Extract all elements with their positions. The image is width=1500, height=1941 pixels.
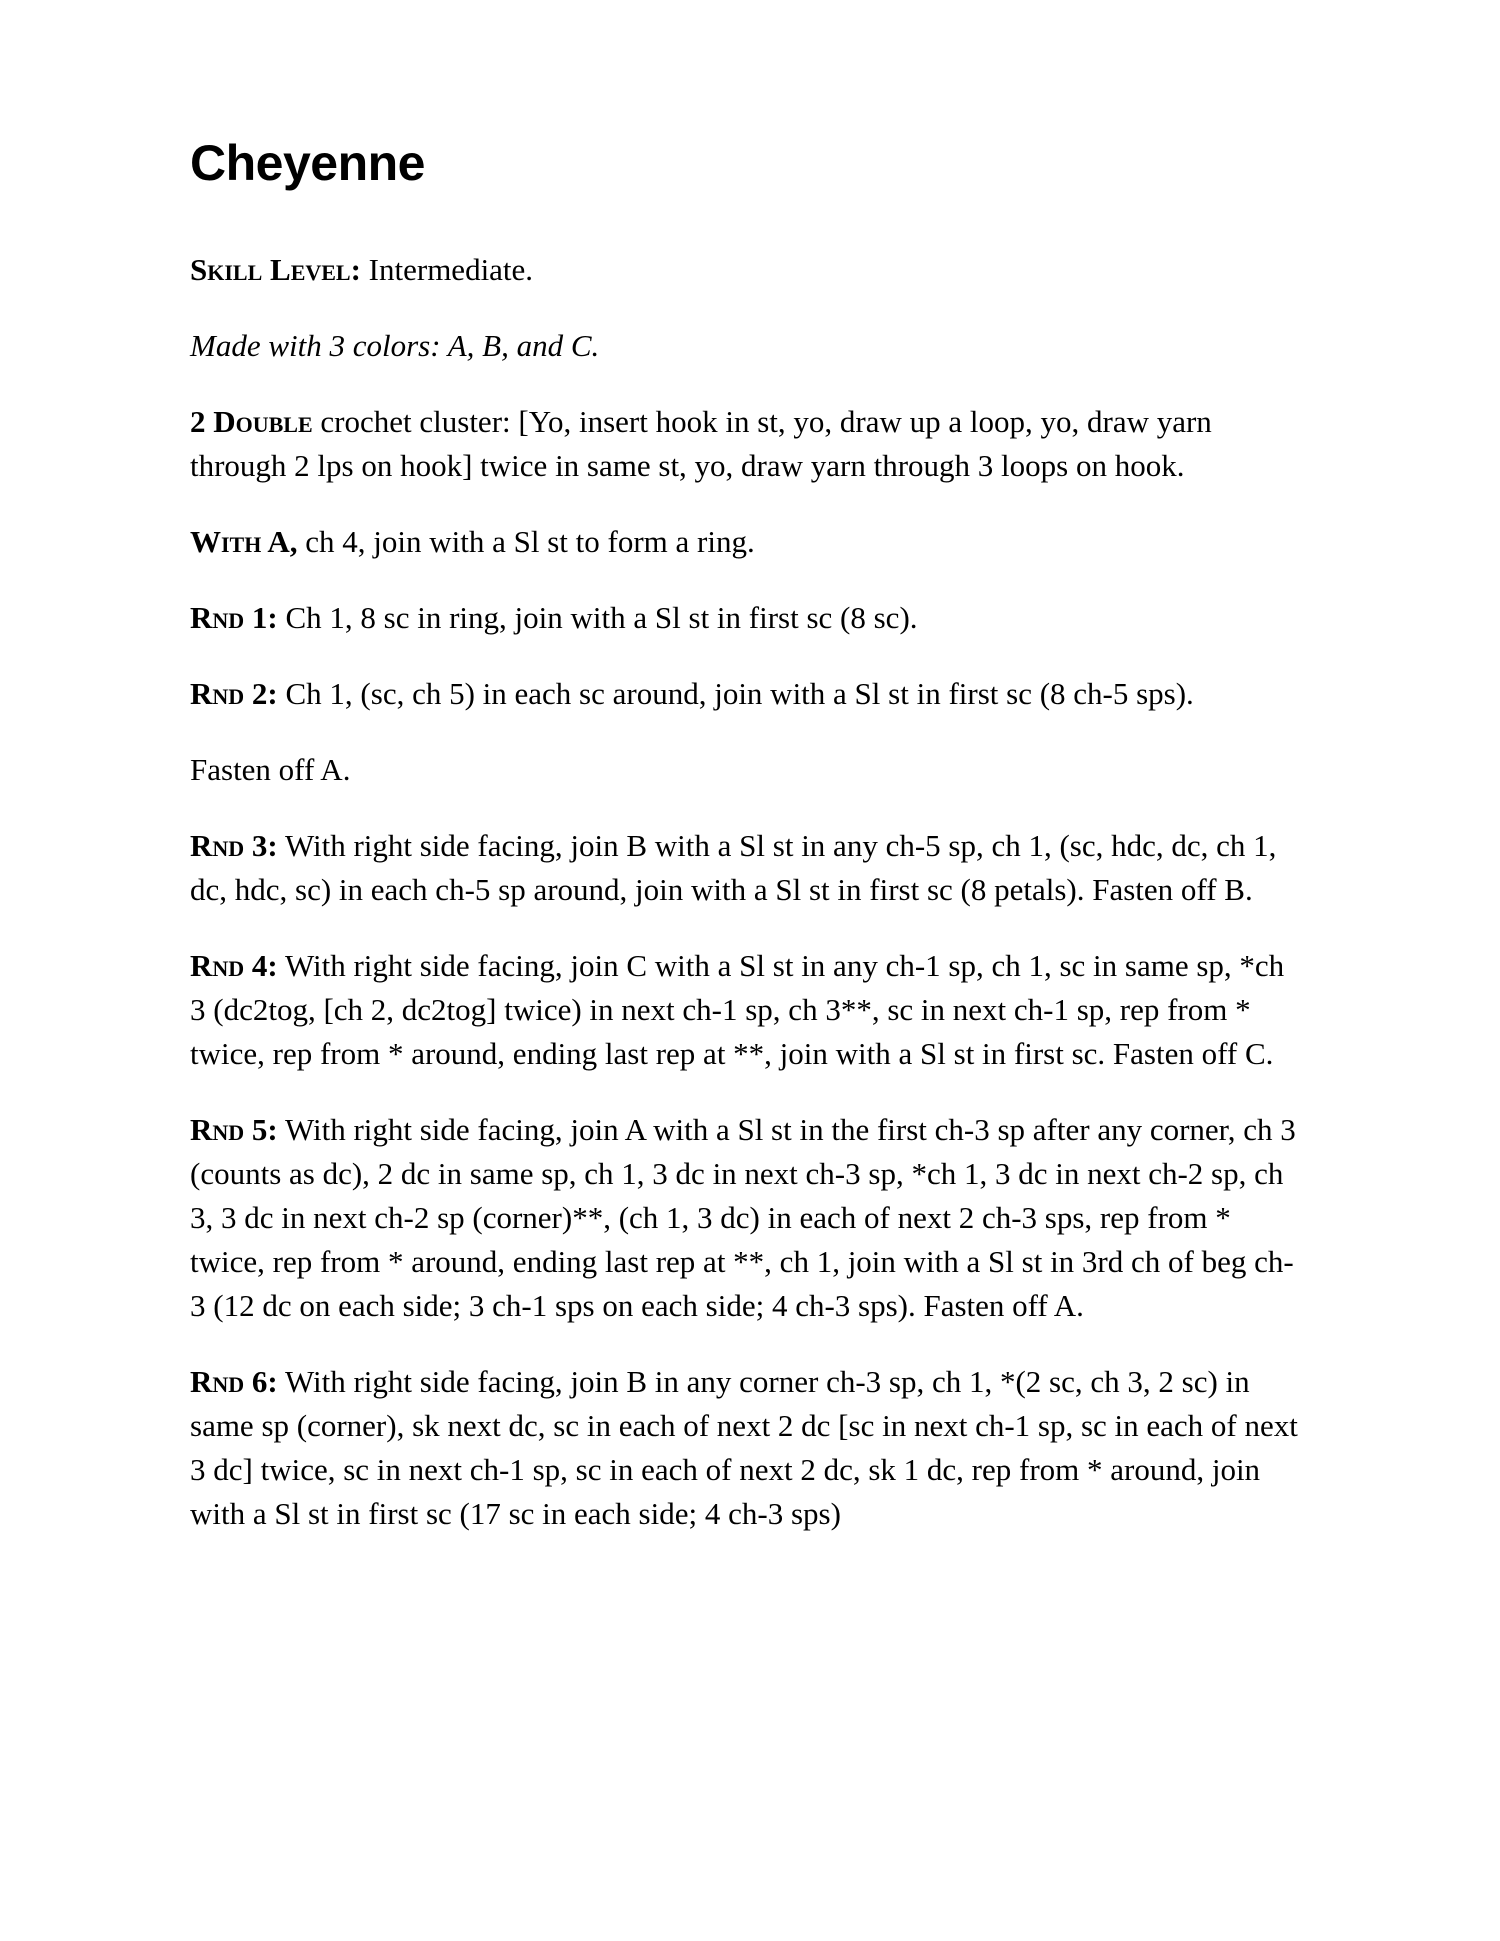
round-3-paragraph: [190, 824, 1305, 912]
round-1-paragraph: [190, 596, 1305, 640]
round-6-text: With right side facing, join B in any corner ch-3 sp, ch 1, *(2 sc, ch 3, 2 sc) in same sp (corner), sk next dc, sc in each of next 2 dc [sc in next ch-1 sp, sc in each of next 3 dc] twice, sc in next ch-1 sp, sc in each of next 2 dc, sk 1 dc, rep from * around, join with a Sl st in first sc (17 sc in each side; 4 ch-3 sps): [190, 1364, 1298, 1531]
round-6-label: Rnd 6:: [190, 1364, 278, 1399]
round-4-text: With right side facing, join C with a Sl st in any ch-1 sp, ch 1, sc in same sp, *ch 3 (dc2tog, [ch 2, dc2tog] twice) in next ch-1 sp, ch 3**, sc in next ch-1 sp, rep from * twice, rep from * around, ending last rep at **, join with a Sl st in first sc. Fasten off C.: [190, 948, 1285, 1071]
round-6-paragraph: [190, 1360, 1305, 1536]
colors-note-text: Made with 3 colors: A, B, and C.: [190, 328, 600, 363]
round-4-label: Rnd 4:: [190, 948, 278, 983]
setup-instruction-paragraph: [190, 520, 1305, 564]
round-5-text: With right side facing, join A with a Sl st in the first ch-3 sp after any corner, ch 3 (counts as dc), 2 dc in same sp, ch 1, 3 dc in next ch-3 sp, *ch 1, 3 dc in next ch-2 sp, ch 3, 3 dc in next ch-2 sp (corner)**, (ch 1, 3 dc) in each of next 2 ch-3 sps, rep from * twice, rep from * around, ending last rep at **, ch 1, join with a Sl st in 3rd ch of beg ch-3 (12 dc on each side; 3 ch-1 sps on each side; 4 ch-3 sps). Fasten off A.: [190, 1112, 1296, 1323]
cluster-definition-label: 2 Double: [190, 404, 313, 439]
fasten-off-a-paragraph: [190, 748, 1305, 792]
skill-level-value: Intermediate.: [368, 252, 534, 287]
round-2-label: Rnd 2:: [190, 676, 278, 711]
round-2-text: Ch 1, (sc, ch 5) in each sc around, join with a Sl st in first sc (8 ch-5 sps).: [285, 676, 1194, 711]
colors-note-paragraph: [190, 324, 1305, 368]
round-4-paragraph: [190, 944, 1305, 1076]
round-2-paragraph: [190, 672, 1305, 716]
round-3-label: Rnd 3:: [190, 828, 278, 863]
skill-level-label: Skill Level:: [190, 252, 361, 287]
round-1-text: Ch 1, 8 sc in ring, join with a Sl st in first sc (8 sc).: [285, 600, 918, 635]
setup-instruction-text: ch 4, join with a Sl st to form a ring.: [305, 524, 755, 559]
fasten-off-a-text: Fasten off A.: [190, 752, 351, 787]
cluster-definition-paragraph: [190, 400, 1305, 488]
round-1-label: Rnd 1:: [190, 600, 278, 635]
skill-level-paragraph: [190, 248, 1305, 292]
page-title: Cheyenne: [190, 135, 425, 191]
round-5-paragraph: [190, 1108, 1305, 1328]
round-3-text: With right side facing, join B with a Sl st in any ch-5 sp, ch 1, (sc, hdc, dc, ch 1, dc, hdc, sc) in each ch-5 sp around, join with a Sl st in first sc (8 petals). Fasten off B.: [190, 828, 1277, 907]
setup-instruction-label: With A,: [190, 524, 298, 559]
cluster-definition-text: crochet cluster: [Yo, insert hook in st, yo, draw up a loop, yo, draw yarn through 2 lps on hook] twice in same st, yo, draw yarn through 3 loops on hook.: [190, 404, 1212, 483]
round-5-label: Rnd 5:: [190, 1112, 278, 1147]
